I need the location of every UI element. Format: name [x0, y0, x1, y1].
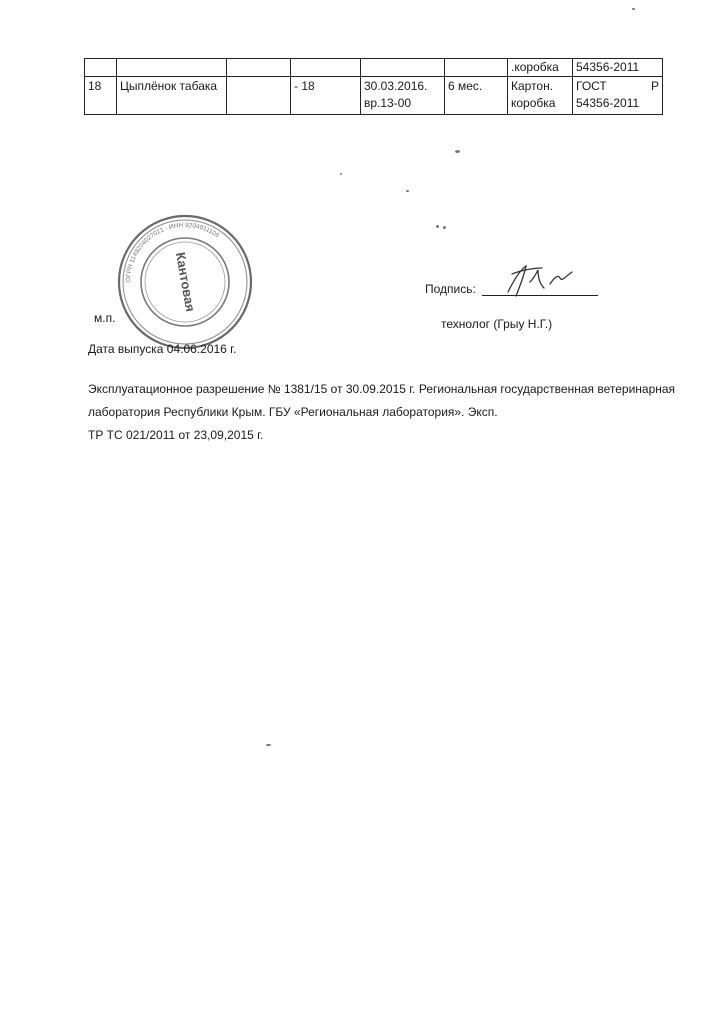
- table-row: [85, 77, 663, 115]
- product-name-cell: Цыплёнок табака: [117, 77, 227, 115]
- temperature-cell: - 18: [291, 77, 361, 115]
- package-cell: Картон. коробка: [508, 77, 573, 115]
- gost-prefix: ГОСТ: [576, 79, 607, 93]
- product-table: [84, 58, 663, 115]
- scan-speck: [443, 226, 446, 229]
- shelf-life-cell: 6 мес.: [445, 77, 508, 115]
- gost-cell: 54356-2011: [573, 59, 663, 77]
- seal-ring-text: ОГРН 1149204027021 · ИНН 9204011106: [124, 221, 221, 283]
- signature-label: Подпись:: [425, 282, 476, 296]
- tr-ts-reference: ТР ТС 021/2011 от 23,09,2015 г.: [88, 428, 264, 442]
- scan-speck: [632, 8, 635, 10]
- table-row: [85, 59, 663, 77]
- seal-center-text: Кантовая: [172, 251, 199, 313]
- scan-speck: [455, 150, 460, 153]
- round-seal: [115, 212, 255, 352]
- scan-speck: [340, 173, 342, 175]
- technologist-name: технолог (Грыу Н.Г.): [441, 317, 553, 331]
- scan-speck: [266, 744, 271, 746]
- signature-line: [482, 295, 598, 296]
- gost-number: 54356-2011: [576, 96, 640, 110]
- scan-speck: [436, 225, 439, 228]
- gost-letter: Р: [650, 79, 659, 93]
- package-cell: .коробка: [508, 59, 573, 77]
- svg-text:ОГРН 1149204027021 · ИНН 92040: [125, 222, 221, 282]
- mp-label: м.п.: [94, 311, 116, 325]
- issue-date: Дата выпуска 04.06.2016 г.: [88, 342, 237, 356]
- empty-cell: [227, 77, 291, 115]
- scan-speck: [406, 190, 409, 192]
- gost-cell: [573, 77, 663, 115]
- row-number-cell: 18: [85, 77, 117, 115]
- permit-text: Эксплуатационное разрешение № 1381/15 от 30.09.2015 г. Региональная государственная ветеринарная лаборатория Республики Крым. ГБУ «Региональная лаборатория». Эксп.: [88, 382, 676, 419]
- production-date-cell: 30.03.2016. вр.13-00: [361, 77, 445, 115]
